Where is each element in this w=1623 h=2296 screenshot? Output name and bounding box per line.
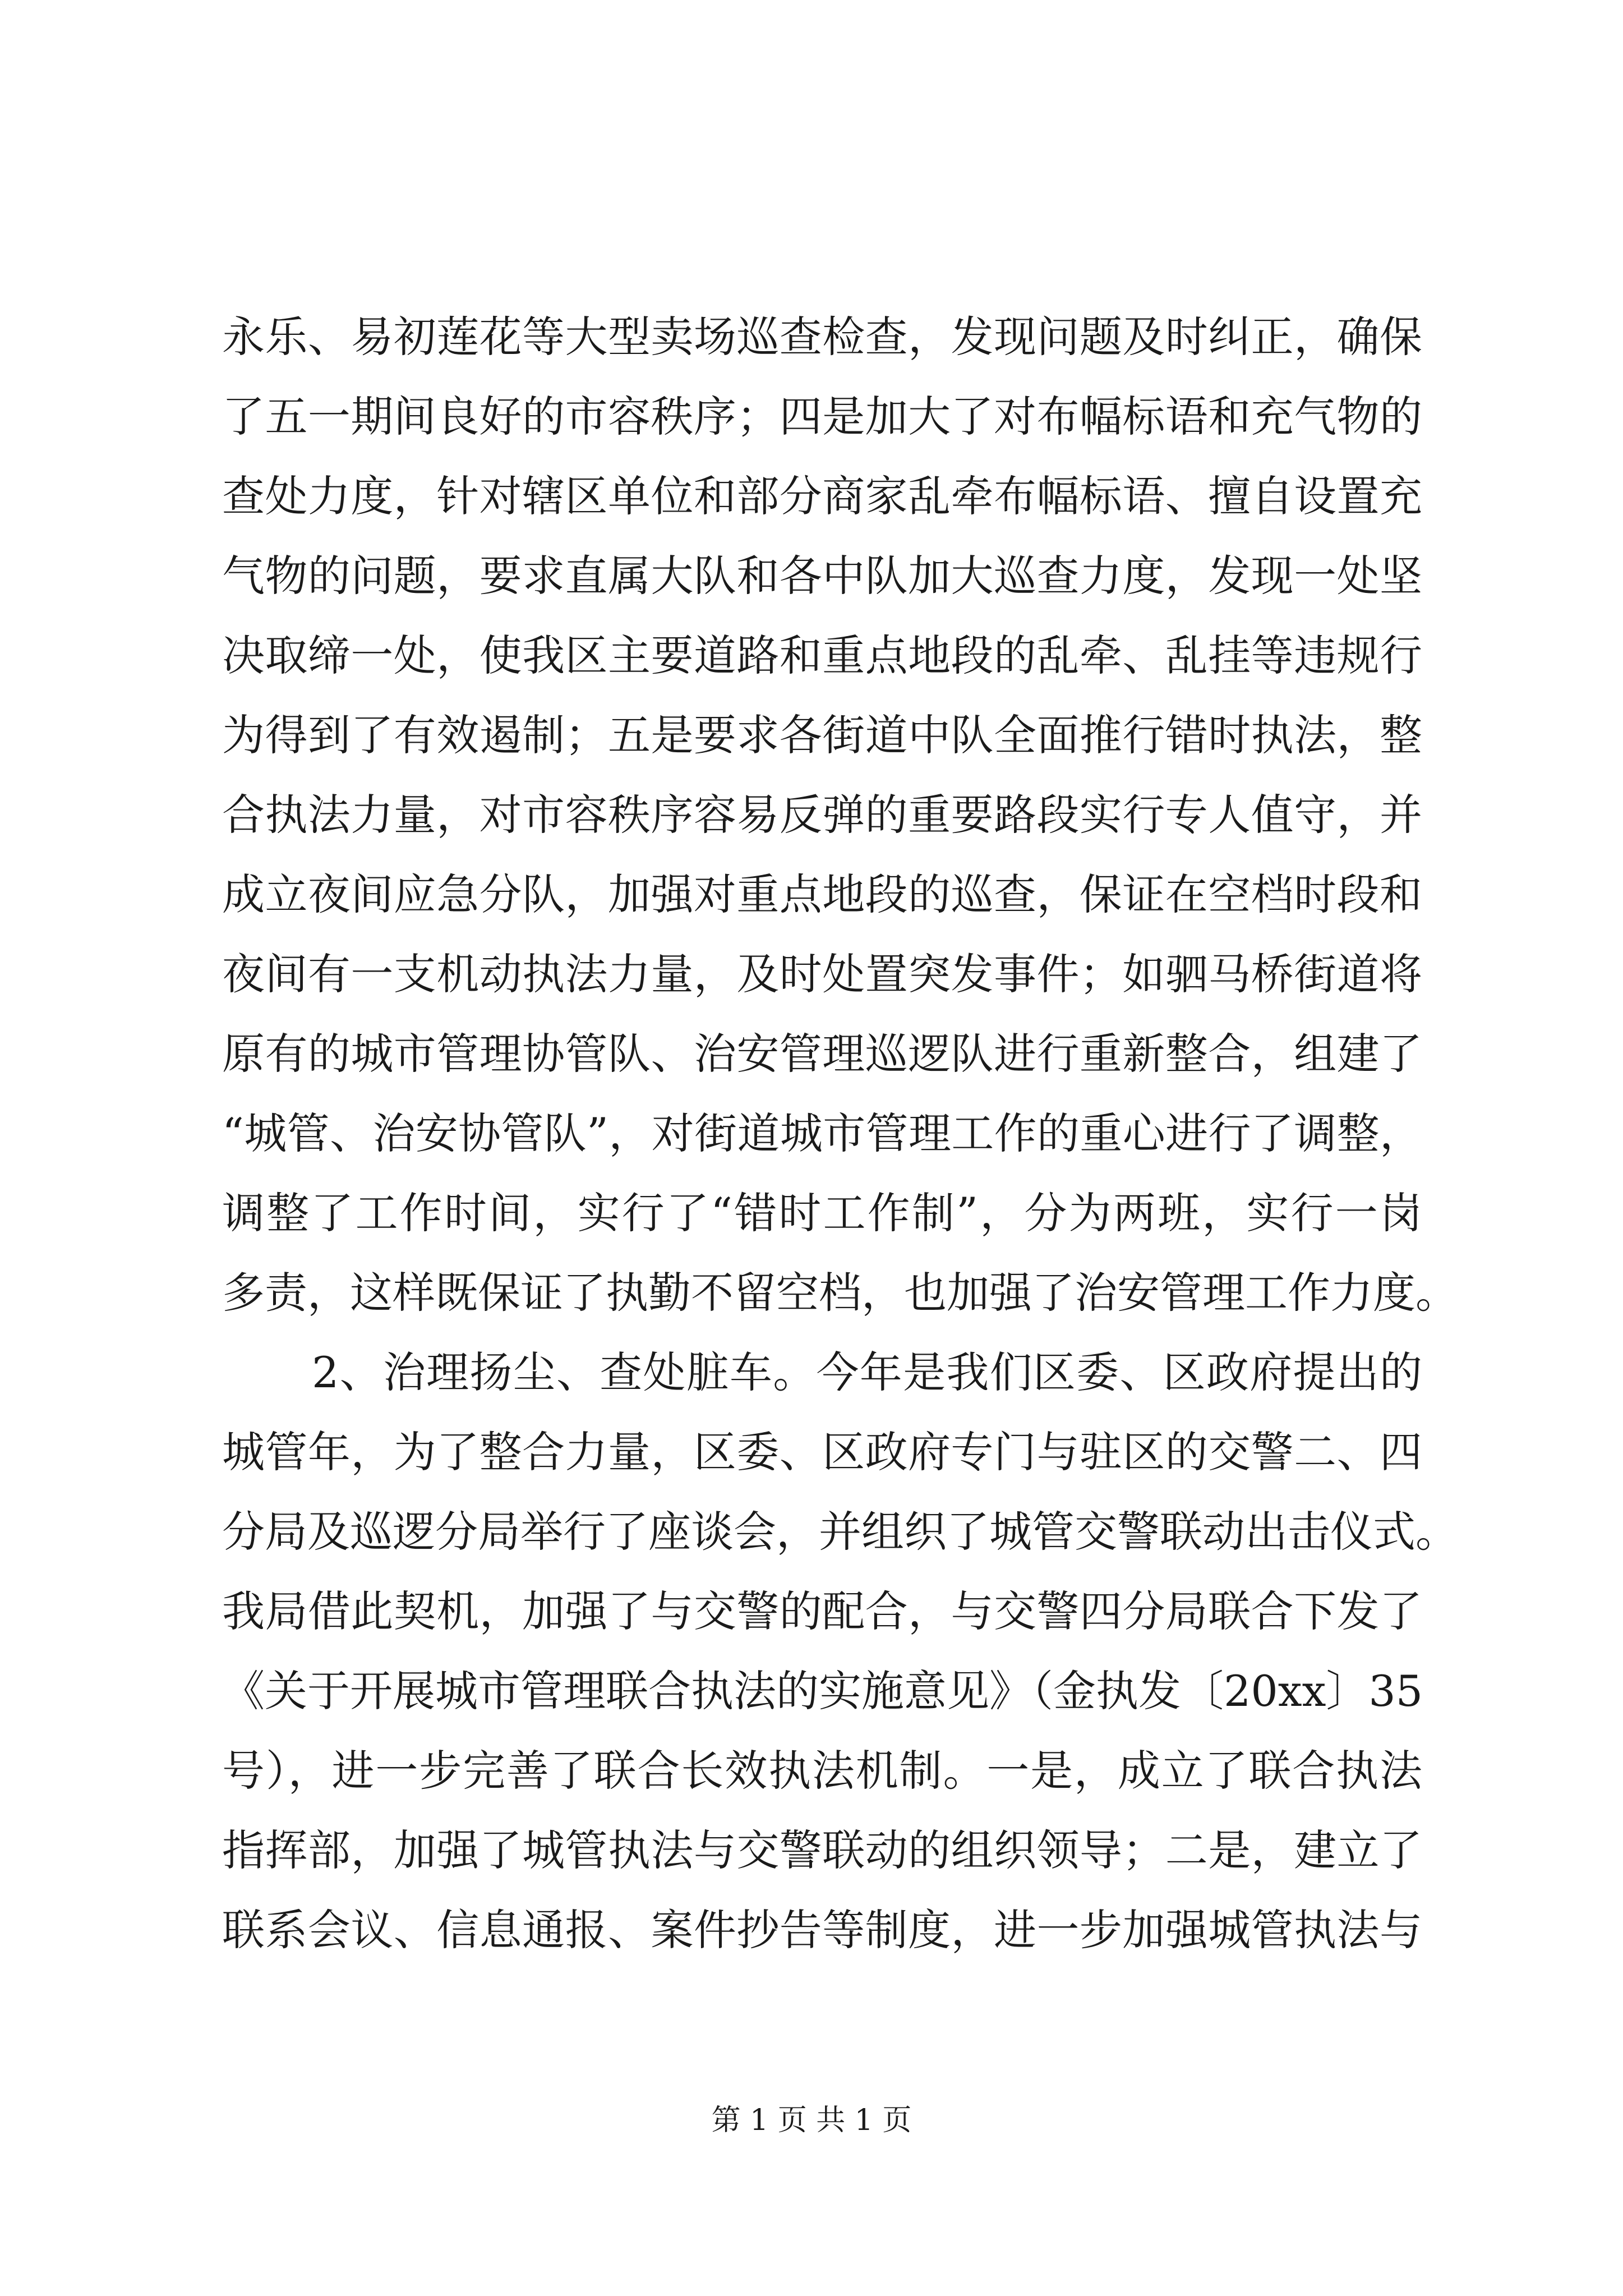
document-body: [222, 297, 1458, 1970]
text-line: 《关于开展城市管理联合执法的实施意见》（金执发〔20xx〕35: [222, 1666, 1423, 1716]
text-line: “城管、治安协管队”，对街道城市管理工作的重心进行了调整，: [222, 1108, 1422, 1158]
text-line: 指挥部，加强了城管执法与交警联动的组织领导；二是，建立了: [222, 1825, 1422, 1875]
text-line: 为得到了有效遏制；五是要求各街道中队全面推行错时执法，整: [222, 710, 1422, 760]
text-line: 原有的城市管理协管队、治安管理巡逻队进行重新整合，组建了: [222, 1029, 1422, 1079]
text-line: 查处力度，针对辖区单位和部分商家乱牵布幅标语、擅自设置充: [222, 471, 1422, 521]
text-line: 调整了工作时间，实行了“错时工作制”，分为两班，实行一岗: [222, 1188, 1422, 1238]
text-line: 我局借此契机，加强了与交警的配合，与交警四分局联合下发了: [222, 1586, 1422, 1636]
text-line: 了五一期间良好的市容秩序；四是加大了对布幅标语和充气物的: [222, 392, 1422, 441]
text-line: 城管年，为了整合力量，区委、区政府专门与驻区的交警二、四: [222, 1427, 1422, 1477]
text-line: 气物的问题，要求直属大队和各中队加大巡查力度，发现一处坚: [222, 551, 1422, 601]
text-line: 合执法力量，对市容秩序容易反弹的重要路段实行专人值守，并: [222, 790, 1422, 840]
text-line: 永乐、易初莲花等大型卖场巡查检查，发现问题及时纠正，确保: [222, 312, 1422, 362]
text-line: 号），进一步完善了联合长效执法机制。一是，成立了联合执法: [222, 1746, 1422, 1796]
text-line: 成立夜间应急分队，加强对重点地段的巡查，保证在空档时段和: [222, 869, 1422, 919]
text-line: 决取缔一处，使我区主要道路和重点地段的乱牵、乱挂等违规行: [222, 631, 1422, 680]
section-heading-line: 2、治理扬尘、查处脏车。今年是我们区委、区政府提出的: [312, 1347, 1422, 1397]
page-footer: 第 1 页 共 1 页: [711, 2104, 912, 2137]
text-line: 联系会议、信息通报、案件抄告等制度，进一步加强城管执法与: [222, 1905, 1422, 1955]
text-line: 分局及巡逻分局举行了座谈会，并组织了城管交警联动出击仪式。: [222, 1507, 1458, 1557]
text-line: 多责，这样既保证了执勤不留空档，也加强了治安管理工作力度。: [222, 1268, 1458, 1318]
text-line: 夜间有一支机动执法力量，及时处置突发事件；如驷马桥街道将: [222, 949, 1422, 999]
